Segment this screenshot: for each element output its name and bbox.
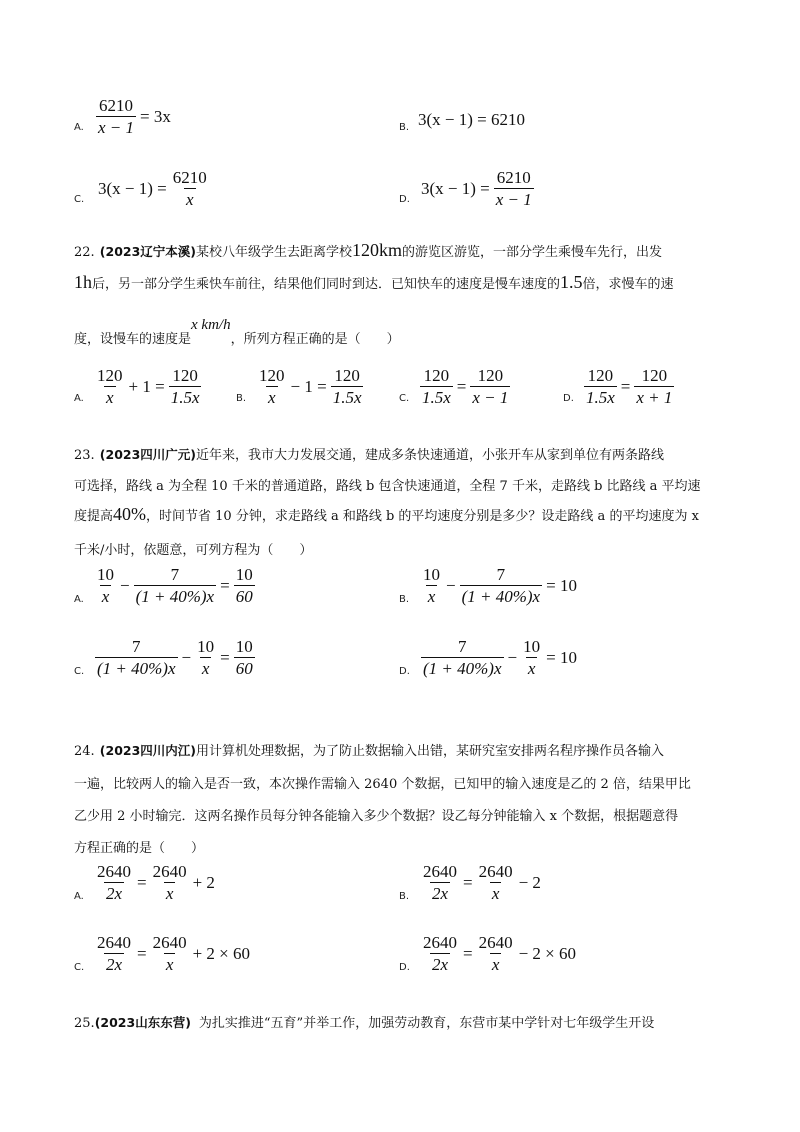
equation-tail: − 2 × 60 [518,943,577,963]
fraction-denominator: 2x [431,884,449,903]
equation-rhs: = 10 [546,647,577,667]
fraction-denominator: 1.5x [170,388,200,407]
equation-operator: = [137,943,147,963]
fraction-denominator: 2x [431,955,449,974]
fraction-numerator: 2640 [478,862,513,881]
equation-tail: + 2 × 60 [192,943,251,963]
fraction-denominator: x − 1 [98,118,135,137]
equation-operator: − [446,575,456,595]
fraction-denominator: (1 + 40%)x [461,587,541,606]
fraction-numerator: 10 [97,565,114,584]
option-a-label[interactable]: A. [74,594,84,605]
fraction-denominator: x − 1 [495,190,532,209]
distance-value: 120km [352,240,403,260]
fraction-numerator: 6210 [172,168,207,187]
option-b-label[interactable]: B. [236,393,247,404]
equation-operator: − [120,575,130,595]
equation-operator: + 1 = [128,376,165,396]
option-a-label[interactable]: A. [74,393,84,404]
ratio-value: 1.5 [560,272,583,292]
fraction-denominator: x [101,587,110,606]
option-a-label[interactable]: A. [74,891,84,902]
option-a-label[interactable]: A. [74,122,84,133]
question-text: 某校八年级学生去距离学校 [196,245,353,260]
fraction-denominator: 60 [235,659,253,678]
fraction-denominator: (1 + 40%)x [135,587,215,606]
fraction-numerator: 120 [587,366,614,385]
fraction-denominator: 1.5x [332,388,362,407]
fraction-numerator: 120 [641,366,668,385]
option-b-label[interactable]: B. [399,891,410,902]
fraction-numerator: 6210 [496,168,531,187]
fraction-denominator: 2x [105,884,123,903]
q23-line-4: 千米/小时，依题意，可列方程为（ ） [74,543,313,558]
equation-rhs: = 10 [546,575,577,595]
fraction-numerator: 7 [132,637,141,656]
q24-option-c-equation [94,933,253,974]
q23-line-2: 可选择，路线 a 为全程 10 千米的普通道路，路线 b 包含快速通道，全程 7 千米，走路线 b 比路线 a 平均速 [74,479,701,494]
fraction-denominator: 60 [235,587,253,606]
fraction-denominator: x [267,388,276,407]
fraction-denominator: x [185,190,194,209]
question-text: ，时间节省 10 分钟，求走路线 a 和路线 b 的平均速度分别是多少？设走路线 a 的平均速度为 x [146,509,699,524]
equation-lhs: 3(x − 1) = [421,178,490,198]
q23-option-a-equation [94,565,256,606]
question-number: 24. [74,744,95,759]
fraction-numerator: 120 [423,366,450,385]
fraction-numerator: 10 [235,637,253,656]
fraction-numerator: 2640 [478,933,513,952]
equation-operator: − [181,647,192,667]
fraction-numerator: 120 [477,366,504,385]
q22-option-c-equation [419,366,511,407]
q24-line-1 [74,740,664,759]
q22-option-d-equation [583,366,675,407]
equation-operator: − [507,647,518,667]
time-value: 1h [74,272,92,292]
fraction-denominator: x [201,659,210,678]
equation-operator: = [463,872,473,892]
q24-line-3: 乙少用 2 小时输完．这两名操作员每分钟各能输入多少个数据？设乙每分钟能输入 x 个数据，根据题意得 [74,809,679,824]
question-number: 22. [74,245,95,260]
equation-operator: = [463,943,473,963]
question-source: (2023辽宁本溪) [99,244,196,259]
equation-operator: − 1 = [290,376,327,396]
option-d-label[interactable]: D. [399,962,410,973]
q22-line-1 [74,240,662,261]
fraction-numerator: 2640 [97,933,131,952]
q24-option-a-equation [94,862,218,903]
q23-option-c-equation [94,637,256,678]
fraction-numerator: 120 [172,366,198,385]
fraction-denominator: 1.5x [586,388,615,407]
question-text: 度提高 [74,509,114,524]
equation-lhs: 3(x − 1) = [98,178,167,198]
question-source: (2023山东东营) [94,1015,191,1030]
fraction-numerator: 7 [170,565,180,584]
q24-line-4: 方程正确的是（ ） [74,841,205,856]
option-d-label[interactable]: D. [563,393,574,404]
equation-tail: + 2 [192,872,215,892]
question-text: 的游览区游览，一部分学生乘慢车先行，出发 [402,245,663,260]
q21-option-c-equation [95,168,210,209]
q21-option-d-equation [418,168,535,209]
fraction-numerator: 2640 [97,862,131,881]
equation-operator: = [220,647,230,667]
q24-option-b-equation [420,862,544,903]
fraction-numerator: 120 [334,366,360,385]
fraction-denominator: 1.5x [422,388,451,407]
q23-line-1 [74,444,664,463]
fraction-denominator: x [165,884,174,903]
equation-operator: = [137,872,147,892]
q21-option-a-equation [95,96,174,137]
q23-option-d-equation [420,637,580,678]
equation-rhs: = 3x [140,106,171,126]
fraction-numerator: 7 [458,637,467,656]
fraction-numerator: 10 [197,637,215,656]
option-c-label[interactable]: C. [74,666,85,677]
equation-operator: = [620,376,631,396]
q22-line-2 [74,272,674,293]
option-b-label[interactable]: B. [399,594,410,605]
question-text: ，所列方程正确的是（ ） [230,332,400,347]
equation-text: 3(x − 1) = 6210 [418,110,525,129]
fraction-numerator: 10 [235,565,253,584]
fraction-numerator: 120 [97,366,123,385]
q24-line-2: 一遍，比较两人的输入是否一致，本次操作需输入 2640 个数据，已知甲的输入速度是乙的 2 倍，结果甲比 [74,777,691,792]
q22-option-a-equation [94,366,202,407]
question-text: 度，设慢车的速度是 [74,332,192,347]
fraction-numerator: 7 [496,565,506,584]
percent-value: 40% [113,504,147,524]
fraction-numerator: 120 [259,366,285,385]
fraction-numerator: 10 [423,565,440,584]
question-text: 用计算机处理数据，为了防止数据输入出错，某研究室安排两名程序操作员各输入 [196,744,665,759]
question-source: (2023四川内江) [99,743,196,758]
fraction-denominator: x [491,884,500,903]
q23-option-b-equation [420,565,580,606]
question-source: (2023四川广元) [99,447,196,462]
fraction-denominator: x [491,955,500,974]
q25-line-1 [74,1012,654,1031]
fraction-denominator: x [527,659,536,678]
question-text: 为扎实推进“五育”并举工作，加强劳动教育，东营市某中学针对七年级学生开设 [198,1016,655,1031]
fraction-denominator: x [427,587,436,606]
fraction-denominator: x − 1 [472,388,509,407]
q21-option-b-equation [418,110,525,130]
question-number: 23. [74,448,95,463]
equation-operator: = [220,575,230,595]
fraction-numerator: 2640 [423,933,457,952]
option-c-label[interactable]: C. [74,962,85,973]
option-d-label[interactable]: D. [399,194,410,205]
fraction-numerator: 10 [523,637,541,656]
fraction-denominator: (1 + 40%)x [97,659,176,678]
option-b-label[interactable]: B. [399,122,410,133]
equation-tail: − 2 [518,872,541,892]
fraction-denominator: x [105,388,114,407]
q24-option-d-equation [420,933,579,974]
question-number: 25. [74,1016,95,1031]
fraction-denominator: 2x [105,955,123,974]
fraction-denominator: x [165,955,174,974]
q23-line-3 [74,504,699,525]
question-text: 后，另一部分学生乘快车前往，结果他们同时到达．已知快车的速度是慢车速度的 [92,277,561,292]
speed-variable: x km/h [191,317,231,333]
q22-line-3 [74,314,400,347]
fraction-numerator: 2640 [152,862,187,881]
question-text: 近年来，我市大力发展交通，建成多条快速通道，小张开车从家到单位有两条路线 [196,448,665,463]
fraction-numerator: 2640 [152,933,187,952]
q22-option-b-equation [256,366,364,407]
fraction-numerator: 6210 [99,96,134,115]
fraction-numerator: 2640 [423,862,457,881]
question-text: 倍，求慢车的速 [582,277,674,292]
fraction-denominator: (1 + 40%)x [423,659,502,678]
fraction-denominator: x + 1 [636,388,673,407]
option-c-label[interactable]: C. [74,194,85,205]
equation-operator: = [456,376,467,396]
option-d-label[interactable]: D. [399,666,410,677]
option-c-label[interactable]: C. [399,393,410,404]
